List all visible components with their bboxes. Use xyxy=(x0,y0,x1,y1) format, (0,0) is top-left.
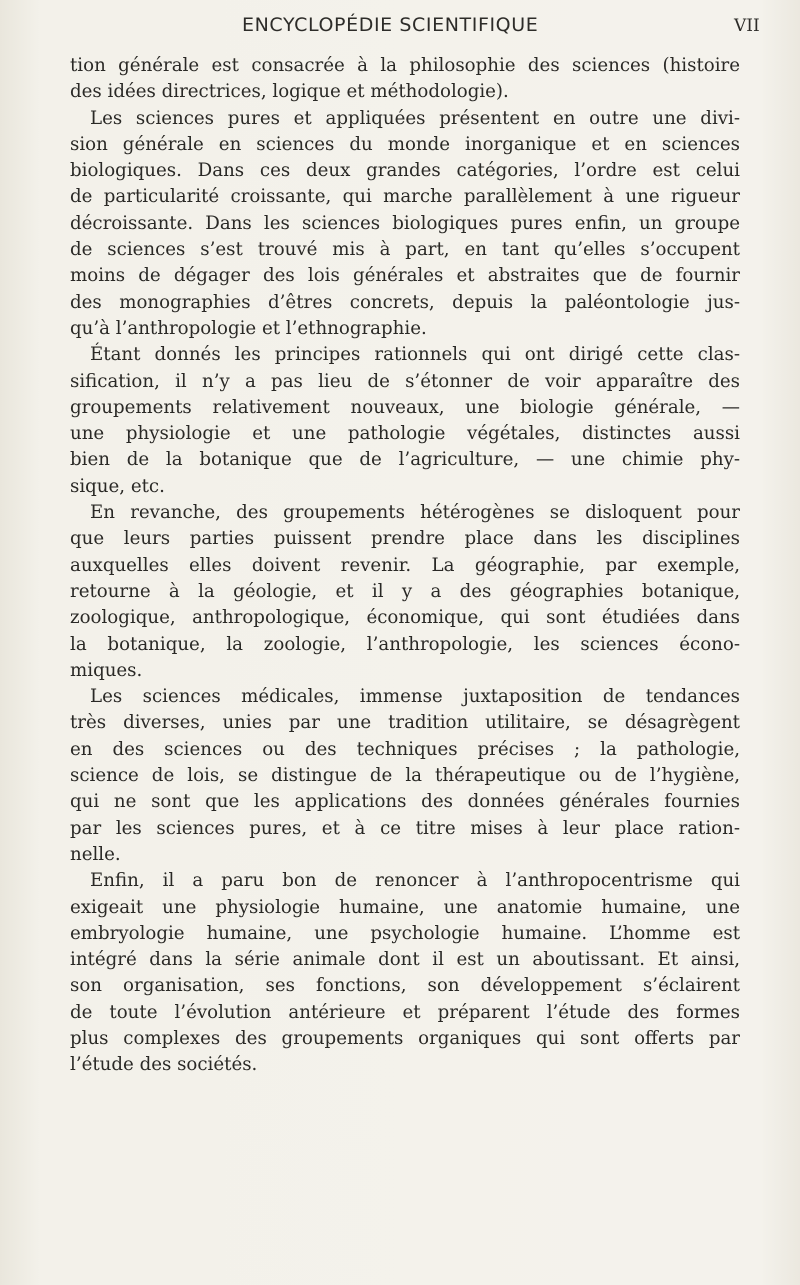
text-line: bien de la botanique que de l’agriculture, — une chimie phy- xyxy=(70,449,740,471)
text-line: auxquelles elles doivent revenir. La géographie, par exemple, xyxy=(70,554,740,576)
text-line: la botanique, la zoologie, l’anthropologie, les sciences écono- xyxy=(70,633,740,655)
text-line: qu’à l’anthropologie et l’ethnographie. xyxy=(70,317,427,339)
text-line: moins de dégager des lois générales et abstraites que de fournir xyxy=(70,265,740,287)
text-line: l’étude des sociétés. xyxy=(70,1054,258,1076)
text-line: Les sciences pures et appliquées présentent en outre une divi- xyxy=(90,107,740,129)
text-line: retourne à la géologie, et il y a des géographies botanique, xyxy=(70,580,740,602)
text-line: exigeait une physiologie humaine, une anatomie humaine, une xyxy=(70,896,740,918)
text-line: En revanche, des groupements hétérogènes se disloquent pour xyxy=(90,502,740,524)
text-line: science de lois, se distingue de la thérapeutique ou de l’hygiène, xyxy=(70,765,740,787)
text-line: des monographies d’êtres concrets, depuis la paléontologie jus- xyxy=(70,291,740,313)
text-line: Les sciences médicales, immense juxtaposition de tendances xyxy=(90,686,740,708)
text-line: décroissante. Dans les sciences biologiques pures enfin, un groupe xyxy=(70,212,740,234)
text-line: des idées directrices, logique et méthodologie). xyxy=(70,81,509,103)
text-line: de particularité croissante, qui marche parallèlement à une rigueur xyxy=(70,186,740,208)
text-line: Étant donnés les principes rationnels qui ont dirigé cette clas- xyxy=(90,344,740,366)
text-line: Enfin, il a paru bon de renoncer à l’anthropocentrisme qui xyxy=(90,870,740,892)
text-line: sion générale en sciences du monde inorganique et en sciences xyxy=(70,133,740,155)
text-line: par les sciences pures, et à ce titre mises à leur place ration- xyxy=(70,817,740,839)
text-line: intégré dans la série animale dont il est un aboutissant. Et ainsi, xyxy=(70,949,740,971)
text-line: zoologique, anthropologique, économique, qui sont étudiées dans xyxy=(70,607,740,629)
text-line: son organisation, ses fonctions, son développement s’éclairent xyxy=(70,975,740,997)
text-line: plus complexes des groupements organiques qui sont offerts par xyxy=(70,1027,740,1049)
text-line: tion générale est consacrée à la philosophie des sciences (histoire xyxy=(70,55,740,76)
text-line: biologiques. Dans ces deux grandes catégories, l’ordre est celui xyxy=(70,160,740,182)
text-line: nelle. xyxy=(70,843,121,865)
running-title: ENCYCLOPÉDIE SCIENTIFIQUE xyxy=(242,14,539,36)
text-line: que leurs parties puissent prendre place dans les disciplines xyxy=(70,528,740,550)
text-line: qui ne sont que les applications des données générales fournies xyxy=(70,791,740,813)
text-line: groupements relativement nouveaux, une biologie générale, — xyxy=(70,396,740,418)
text-line: miques. xyxy=(70,659,143,681)
text-line: une physiologie et une pathologie végétales, distinctes aussi xyxy=(70,423,740,445)
text-line: de toute l’évolution antérieure et préparent l’étude des formes xyxy=(70,1001,740,1023)
body-text xyxy=(70,53,740,1079)
page-number: VII xyxy=(734,16,760,36)
text-line: en des sciences ou des techniques précises ; la pathologie, xyxy=(70,738,740,760)
text-line: sification, il n’y a pas lieu de s’étonner de voir apparaître des xyxy=(70,370,740,392)
page-header xyxy=(0,14,800,44)
text-line: sique, etc. xyxy=(70,475,165,497)
text-line: de sciences s’est trouvé mis à part, en tant qu’elles s’occupent xyxy=(70,239,740,261)
text-line: embryologie humaine, une psychologie humaine. L’homme est xyxy=(70,922,740,944)
text-line: très diverses, unies par une tradition utilitaire, se désagrègent xyxy=(70,712,740,734)
